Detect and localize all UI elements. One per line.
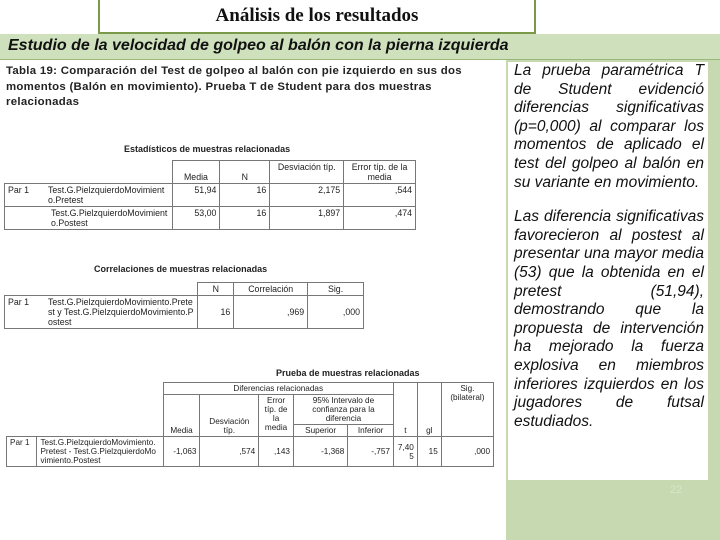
- tables-panel: [0, 60, 506, 540]
- interpretation-panel: [508, 62, 708, 480]
- cell-media: 51,94: [172, 184, 220, 207]
- cell-n: 16: [198, 296, 234, 329]
- ttest-table: [6, 382, 494, 467]
- cell-err: ,474: [344, 207, 416, 230]
- subtitle-bar: [0, 34, 720, 60]
- header-cell: N: [198, 283, 234, 296]
- cell-inferior: -,757: [348, 437, 394, 467]
- cell-desv: 2,175: [270, 184, 344, 207]
- header-cell: Error típ. de la media: [344, 161, 416, 184]
- cell-n: 16: [220, 184, 270, 207]
- ci-header: 95% Intervalo de confianza para la diferencia: [293, 395, 393, 425]
- table-row: [7, 437, 494, 467]
- cell-superior: -1,368: [293, 437, 347, 467]
- interpretation-paragraph-2: Las diferencia significativas favorecieron al postest al presentar una mayor media (53) que la obtenida en el pretest (51,94), demostrando que la propuesta de intervención ha mejorado la fuerza explosiva en miembros inferiores izquierdos en los jugadores de futsal estudiados.: [514, 208, 704, 430]
- header-cell: N: [220, 161, 270, 184]
- row-label: Test.G.PielzquierdoMovimiento.Pretest y Test.G.PielzquierdoMovimiento.Postest: [48, 297, 194, 327]
- table-row: [5, 207, 416, 230]
- slide-subtitle: Estudio de la velocidad de golpeo al balón con la pierna izquierda: [8, 37, 509, 54]
- cell-t: 7,405: [393, 437, 417, 467]
- header-cell: Error típ. de la media: [259, 395, 294, 437]
- row-label: Test.G.PielzquierdoMovimiento.Postest: [5, 207, 173, 230]
- cell-desv: ,574: [200, 437, 259, 467]
- header-cell: gl: [417, 383, 441, 437]
- group-header: Diferencias relacionadas: [163, 383, 393, 395]
- cell-n: 16: [220, 207, 270, 230]
- table-row: [5, 283, 364, 296]
- header-cell: Media: [163, 395, 200, 437]
- stats-table-title: Estadísticos de muestras relacionadas: [124, 144, 291, 154]
- cell-desv: 1,897: [270, 207, 344, 230]
- corr-table-title: Correlaciones de muestras relacionadas: [94, 264, 268, 274]
- header-cell: Inferior: [348, 425, 394, 437]
- table-row: [7, 383, 494, 395]
- table-caption: Tabla 19: Comparación del Test de golpeo al balón con pie izquierdo en sus dos momentos (Balón en movimiento). Prueba T de Student para dos muestras relacionadas: [6, 65, 462, 108]
- stats-table: [4, 160, 416, 230]
- table-row: [5, 296, 364, 329]
- cell-err: ,544: [344, 184, 416, 207]
- pair-label: Par 1: [8, 297, 30, 307]
- cell-media: -1,063: [163, 437, 200, 467]
- cell-err: ,143: [259, 437, 294, 467]
- header-cell: Sig.: [308, 283, 364, 296]
- ttest-table-title: Prueba de muestras relacionadas: [276, 368, 420, 378]
- row-label: Test.G.PielzquierdoMovimiento.Pretest - Test.G.PielzquierdoMovimiento.Postest: [37, 437, 163, 467]
- table-row: [5, 184, 416, 207]
- header-cell: Media: [172, 161, 220, 184]
- header-cell: Superior: [293, 425, 347, 437]
- page-number: 22: [670, 484, 683, 496]
- title-box: [98, 0, 536, 34]
- slide-title: Análisis de los resultados: [215, 5, 419, 26]
- interpretation-paragraph-1: La prueba paramétrica T de Student evidenció diferencias significativas (p=0,000) al comparar los momentos de aplicado el test del golpeo al balón en su variante en movimiento.: [514, 62, 704, 191]
- corr-table: [4, 282, 364, 329]
- table-row: [5, 161, 416, 184]
- header-cell: Correlación: [234, 283, 308, 296]
- header-cell: Sig. (bilateral): [441, 383, 493, 437]
- cell-sig: ,000: [441, 437, 493, 467]
- cell-gl: 15: [417, 437, 441, 467]
- row-label: Test.G.PielzquierdoMovimiento.Pretest: [48, 185, 165, 205]
- header-cell: Desviación típ.: [270, 161, 344, 184]
- pair-label: Par 1: [8, 185, 30, 195]
- pair-label: Par 1: [7, 437, 37, 467]
- cell-sig: ,000: [308, 296, 364, 329]
- cell-media: 53,00: [172, 207, 220, 230]
- cell-correlacion: ,969: [234, 296, 308, 329]
- header-cell: Desviación típ.: [200, 395, 259, 437]
- header-cell: t: [393, 383, 417, 437]
